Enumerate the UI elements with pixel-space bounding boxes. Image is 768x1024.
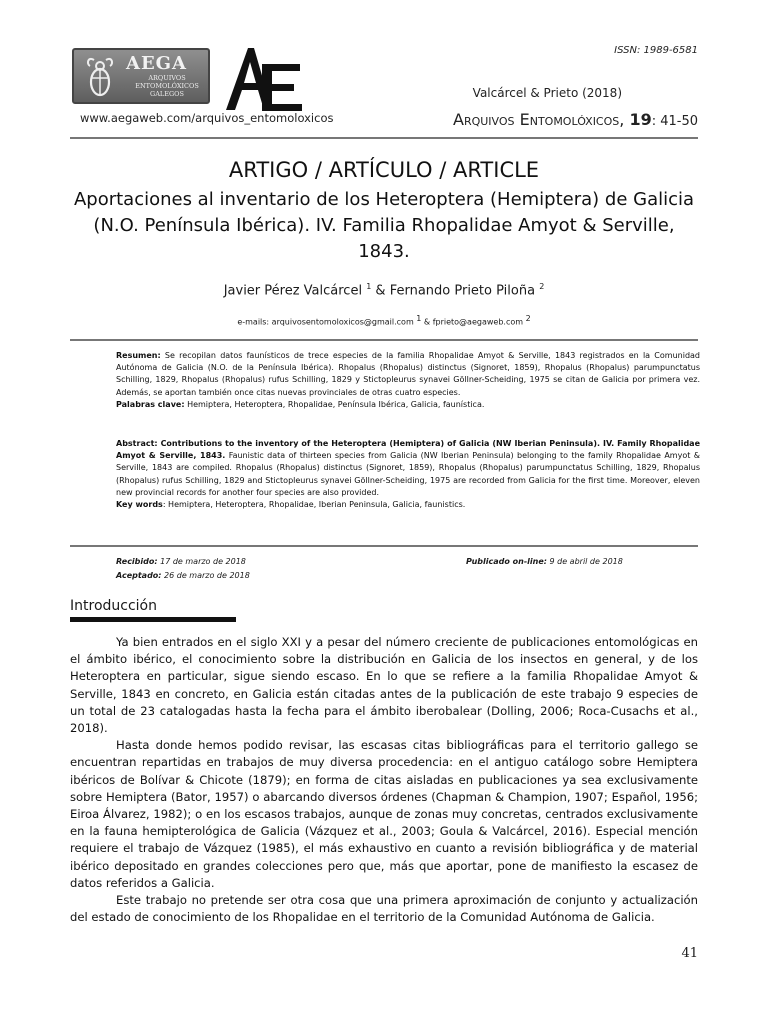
email-2[interactable]: & fprieto@aegaweb.com [421, 317, 526, 327]
aceptado-label: Aceptado: [116, 571, 162, 580]
email-1[interactable]: e-mails: arquivosentomoloxicos@gmail.com [237, 317, 417, 327]
header-divider [70, 137, 698, 139]
authors [0, 282, 768, 298]
email-2-mark: 2 [525, 314, 531, 323]
date-published [466, 557, 623, 566]
keywords-text: : Hemiptera, Heteroptera, Rhopalidae, Iberian Peninsula, Galicia, faunistics. [162, 500, 466, 510]
abstract-text: Faunistic data of thirteen species from Galicia (NW Iberian Peninsula) belonging to the family Rhopalidae Amyot & Serville, 1843 are compiled. Rhopalus (Rhopalus) distinctus (Signoret, 1859), Rhopalus (Rhopalus) parumpunctatus Schilling, 1829, Rhopalus (Rhopalus) rufus Schilling, 1829 and Stictopleurus synavei Göllner-Scheiding, 1975 are recorded from Galicia for the first time. Moreover, eleven new provincial records for another four species are also provided. [116, 451, 700, 497]
author-1-affiliation: 1 [366, 282, 372, 291]
logo-name: AEGA [126, 53, 188, 74]
abstract-bottom-rule [70, 545, 698, 547]
abstract-top-rule [70, 339, 698, 341]
author-2: & Fernando Prieto Piloña [371, 283, 540, 299]
resumen-block [116, 350, 700, 411]
ae-monogram-logo [222, 44, 304, 114]
email-1-mark: 1 [416, 314, 422, 323]
journal-pages: : 41-50 [651, 114, 698, 129]
date-received [116, 557, 246, 566]
article-type: ARTIGO / ARTÍCULO / ARTICLE [228, 158, 540, 182]
journal-reference [453, 110, 698, 129]
abstract-block [116, 438, 700, 511]
date-accepted [116, 571, 250, 580]
journal-name: Arquivos Entomolóxicos, [453, 110, 625, 129]
palabras-clave-label: Palabras clave: [116, 399, 185, 409]
abstract-label: Abstract: Contributions to the inventory of the Heteroptera (Hemiptera) of Galicia (NW Iberian Peninsula). IV. Family Rhopalidae Amyot & Serville, 1843. [116, 439, 700, 461]
logo-subtitle: ARQUIVOS ENTOMOLÓXICOS GALEGOS [135, 74, 199, 98]
author-1: Javier Pérez Valcárcel [223, 283, 367, 299]
recibido-label: Recibido: [116, 557, 158, 566]
body-text [70, 634, 698, 926]
journal-volume: 19 [629, 110, 652, 129]
author-2-affiliation: 2 [539, 282, 545, 291]
issn: ISSN: 1989-6581 [614, 45, 698, 56]
paragraph-3: Este trabajo no pretende ser otra cosa que una primera aproximación de conjunto y actualización del estado de conocimiento de los Rhopalidae en el territorio de la Comunidad Autónoma de Galicia. [70, 893, 698, 925]
author-emails [0, 314, 768, 327]
paragraph-2: Hasta donde hemos podido revisar, las escasas citas bibliográficas para el territorio gallego se encuentran repartidas en trabajos de muy diversa procedencia: en el antiguo catálogo sobre Hemiptera ibéricos de Bolívar & Chicote (1879); en forma de citas aisladas en publicaciones ya sea exclusivamente sobre Hemiptera (Bator, 1957) o abarcando diversos órdenes (Chapman & Champion, 1907; Español, 1956; Eiroa Álvarez, 1982); o en los escasos trabajos, aunque de zonas muy concretas, centrados exclusivamente en la fauna hemipterológica de Galicia (Vázquez et al., 2003; Goula & Valcárcel, 2016). Especial mención requiere el trabajo de Vázquez (1985), el más exhaustivo en cuanto a revisión bibliográfica y de material ibérico depositado en grandes colecciones pero que, más que aportar, pone de manifiesto la escasez de datos referidos a Galicia. [70, 738, 698, 890]
beetle-emblem-icon [82, 54, 118, 98]
short-citation: Valcárcel & Prieto (2018) [472, 86, 622, 100]
journal-url[interactable]: www.aegaweb.com/arquivos_entomoloxicos [80, 111, 334, 125]
paragraph-1: Ya bien entrados en el siglo XXI y a pesar del número creciente de publicaciones entomológicas en el ámbito ibérico, el conocimiento sobre la distribución en Galicia de los insectos en general, y de los Heteroptera en particular, sigue siendo escaso. En lo que se refiere a la familia Rhopalidae Amyot & Serville, 1843 en concreto, en Galicia están citadas antes de la publicación de este trabajo 9 especies de un total de 23 catalogadas hasta la fecha para el ámbito iberobalear (Dolling, 2006; Roca-Cusachs et al., 2018). [70, 635, 698, 736]
recibido-value: 17 de marzo de 2018 [157, 557, 246, 566]
section-title: Introducción [70, 598, 157, 614]
page-number: 41 [681, 946, 698, 961]
aega-logo [72, 48, 210, 104]
publicado-label: Publicado on-line: [466, 557, 547, 566]
publicado-value: 9 de abril de 2018 [546, 557, 623, 566]
aceptado-value: 26 de marzo de 2018 [161, 571, 250, 580]
section-underline [70, 617, 236, 622]
palabras-clave-text: Hemiptera, Heteroptera, Rhopalidae, Península Ibérica, Galicia, faunística. [184, 399, 485, 409]
resumen-label: Resumen: [116, 351, 161, 360]
ae-mark-text: AE [250, 86, 252, 87]
keywords-label: Key words [116, 500, 163, 510]
article-title: Aportaciones al inventario de los Heteroptera (Hemiptera) de Galicia (N.O. Península Ibérica). IV. Familia Rhopalidae Amyot & Serville, 1843. [73, 189, 695, 262]
resumen-text: Se recopilan datos faunísticos de trece especies de la familia Rhopalidae Amyot & Serville, 1843 registrados en la Comunidad Autónoma de Galicia (N.O. de la Península Ibérica). Rhopalus (Rhopalus) distinctus (Signoret, 1859), Rhopalus (Rhopalus) parumpunctatus Schilling, 1829, Rhopalus (Rhopalus) rufus Schilling, 1829 y Stictopleurus synavei Göllner-Scheiding, 1975 se citan de Galicia por primera vez. Además, se aportan también once citas nuevas provinciales de otras cuatro especies. [116, 351, 700, 397]
